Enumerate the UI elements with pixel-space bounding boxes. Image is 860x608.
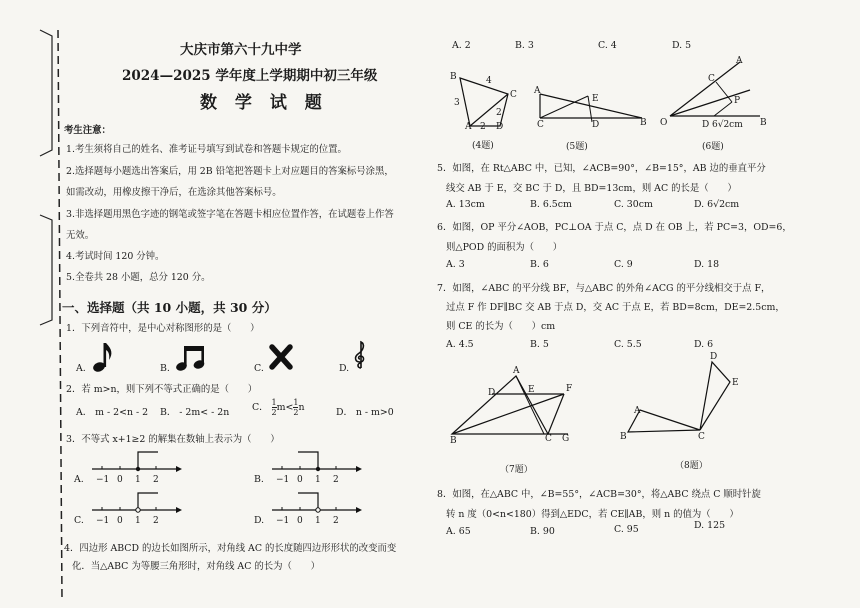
binding-line	[0, 0, 70, 608]
q7-line2: 过点 F 作 DF∥BC 交 AB 于点 D，交 AC 于点 E，若 BD=8cm，DE=2.5cm，	[446, 302, 785, 313]
fig5-label: C	[537, 120, 544, 130]
fig4-label: 2	[480, 122, 486, 132]
school-name: 大庆市第六十九中学	[180, 42, 302, 58]
q7-line3: 则 CE 的长为（ ）cm	[446, 321, 556, 332]
tick-label: 1	[135, 516, 141, 526]
q1-option-c: C.	[254, 363, 264, 374]
notice-line: 无效。	[66, 230, 95, 241]
q5-option-a: A. 13cm	[446, 199, 485, 210]
fig5-label: D	[592, 120, 600, 130]
q5-option-b: B. 6.5cm	[530, 199, 572, 210]
q4-line2: 化．当△ABC 为等腰三角形时，对角线 AC 的长为（ ）	[72, 561, 320, 572]
q8-option-c: C. 95	[614, 524, 639, 535]
q3-stem: 3．不等式 x+1≥2 的解集在数轴上表示为（ ）	[66, 434, 280, 445]
q8-option-b: B. 90	[530, 526, 555, 537]
q3-option-c: C.	[74, 515, 84, 526]
q5-option-d: D. 6√2cm	[694, 199, 740, 210]
q2-option-d: D． n - m>0	[336, 407, 394, 418]
q4-option-a: A. 2	[452, 40, 471, 51]
q5-line1: 5．如图，在 Rt△ABC 中，已知，∠ACB=90°，∠B=15°，AB 边的垂直平分	[437, 163, 766, 174]
tick-label: 1	[315, 475, 321, 485]
q4-option-b: B. 3	[515, 40, 534, 51]
q6-option-d: D. 18	[694, 259, 720, 270]
fig7-label: A	[513, 366, 520, 376]
q2-option-b: B． - 2m< - 2n	[160, 407, 230, 418]
tick-label: 0	[117, 475, 123, 485]
q7-line1: 7．如图，∠ABC 的平分线 BF，与△ABC 的外角∠ACG 的平分线相交于点 F，	[437, 283, 771, 294]
section-title: 一、选择题（共 10 小题，共 30 分）	[62, 300, 277, 315]
tick-label: 0	[297, 516, 303, 526]
fig6-label: D	[702, 120, 710, 130]
q7-option-c: C. 5.5	[614, 339, 642, 350]
treble-clef-icon	[352, 340, 368, 370]
q1-option-a: A.	[76, 363, 86, 374]
fig6-label: P	[734, 96, 741, 106]
q7-option-a: A. 4.5	[446, 339, 474, 350]
tick-label: 0	[117, 516, 123, 526]
q6-line1: 6．如图，OP 平分∠AOB，PC⊥OA 于点 C，点 D 在 OB 上，若 PC=3，OD=6，	[437, 222, 792, 233]
fig5-label: E	[592, 94, 599, 104]
tick-label: 1	[135, 475, 141, 485]
figure-8	[616, 352, 746, 444]
notice-heading: 考生注意：	[64, 125, 111, 136]
fig8-label: B	[620, 432, 627, 442]
q3-option-b: B.	[254, 474, 264, 485]
fig5-label: B	[640, 118, 647, 128]
q1-option-b: B.	[160, 363, 170, 374]
fig7-label: C	[545, 434, 552, 444]
q3-option-a: A.	[74, 474, 84, 485]
fig7-caption: （7题）	[500, 465, 533, 475]
cross-symbol-icon	[268, 345, 294, 369]
fig6-label: C	[708, 74, 715, 84]
q1-option-d: D.	[339, 363, 350, 374]
fig8-label: A	[634, 406, 641, 416]
tick-label: −1	[276, 475, 290, 485]
fig6-caption: (6题)	[702, 142, 724, 152]
q4-line1: 4．四边形 ABCD 的边长如图所示，对角线 AC 的长度随四边形形状的改变而变	[64, 543, 397, 554]
tick-label: 2	[333, 475, 339, 485]
fig4-label: B	[450, 72, 457, 82]
q6-option-c: C. 9	[614, 259, 633, 270]
fig7-label: E	[528, 385, 535, 395]
tick-label: −1	[276, 516, 290, 526]
fig6-label: A	[736, 56, 743, 66]
notice-line: 5.全卷共 28 小题，总分 120 分。	[66, 272, 211, 283]
tick-label: −1	[96, 516, 110, 526]
q4-option-c: C. 4	[598, 40, 617, 51]
notice-line: 3.非选择题用黑色字迹的钢笔或签字笔在答题卡相应位置作答，在试题卷上作答	[66, 209, 394, 220]
fig4-label: C	[510, 90, 517, 100]
q8-line1: 8．如图，在△ABC 中，∠B=55°，∠ACB=30°，将△ABC 绕点 C 顺时针旋	[437, 489, 761, 500]
fig5-label: A	[534, 86, 541, 96]
notice-line: 如需改动，用橡皮擦干净后，在选涂其他答案标号。	[66, 187, 282, 198]
fig4-label: D	[496, 122, 504, 132]
fig6-label: 6√2cm	[712, 120, 743, 130]
fig5-caption: (5题)	[566, 142, 588, 152]
q8-option-a: A. 65	[446, 526, 471, 537]
fig8-label: E	[732, 378, 739, 388]
fig4-caption: (4题)	[472, 141, 494, 151]
number-line-a	[92, 450, 182, 476]
fig4-label: 2	[496, 108, 502, 118]
q6-option-a: A. 3	[446, 259, 465, 270]
q3-option-d: D.	[254, 515, 265, 526]
figure-6	[660, 60, 770, 122]
fig8-caption: （8题）	[675, 461, 708, 471]
tick-label: 1	[315, 516, 321, 526]
fig7-label: B	[450, 436, 457, 446]
fig4-label: 3	[454, 98, 460, 108]
notice-line: 4.考试时间 120 分钟。	[66, 251, 165, 262]
q7-option-d: D. 6	[694, 339, 714, 350]
q5-line2: 线交 AB 于 E，交 BC 于 D，且 BD=13cm，则 AC 的长是（ ）	[446, 183, 737, 194]
fig8-label: D	[710, 352, 718, 362]
tick-label: 0	[297, 475, 303, 485]
fig7-label: D	[488, 388, 496, 398]
q2-option-a: A． m - 2<n - 2	[76, 407, 149, 418]
beamed-notes-icon	[176, 343, 206, 373]
q8-line2: 转 n 度（0<n<180）得到△EDC，若 CE∥AB，则 n 的值为（ ）	[446, 509, 739, 520]
q6-option-b: B. 6	[530, 259, 549, 270]
fig8-label: C	[698, 432, 705, 442]
eighth-note-icon	[92, 340, 114, 374]
q2-option-c: C． $\frac{1}{2}$ m< $\frac{1}{2}$ n	[252, 398, 305, 417]
q5-option-c: C. 30cm	[614, 199, 653, 210]
fig4-label: A	[465, 122, 472, 132]
fig6-label: O	[660, 118, 668, 128]
tick-label: 2	[153, 475, 159, 485]
q1-stem: 1．下列音符中，是中心对称图形的是（ ）	[66, 323, 260, 334]
number-line-b	[272, 450, 362, 476]
q4-option-d: D. 5	[672, 40, 692, 51]
fig6-label: B	[760, 118, 767, 128]
fig4-label: 4	[486, 76, 492, 86]
tick-label: 2	[153, 516, 159, 526]
fig7-label: G	[562, 434, 570, 444]
q8-option-d: D. 125	[694, 520, 726, 531]
subject-title: 数 学 试 题	[200, 93, 328, 113]
notice-line: 1.考生须将自己的姓名、准考证号填写到试卷和答题卡规定的位置。	[66, 144, 347, 155]
tick-label: 2	[333, 516, 339, 526]
q2-stem: 2．若 m>n，则下列不等式正确的是（ ）	[66, 384, 258, 395]
q7-option-b: B. 5	[530, 339, 549, 350]
q6-line2: 则△POD 的面积为（ ）	[446, 242, 563, 253]
number-line-c	[92, 491, 182, 517]
number-line-d	[272, 491, 362, 517]
term-title: 2024—2025 学年度上学期期中初三年级	[122, 68, 378, 84]
notice-line: 2.选择题每小题选出答案后，用 2B 铅笔把答题卡上对应题目的答案标号涂黑，	[66, 166, 394, 177]
tick-label: −1	[96, 475, 110, 485]
fig7-label: F	[566, 384, 573, 394]
